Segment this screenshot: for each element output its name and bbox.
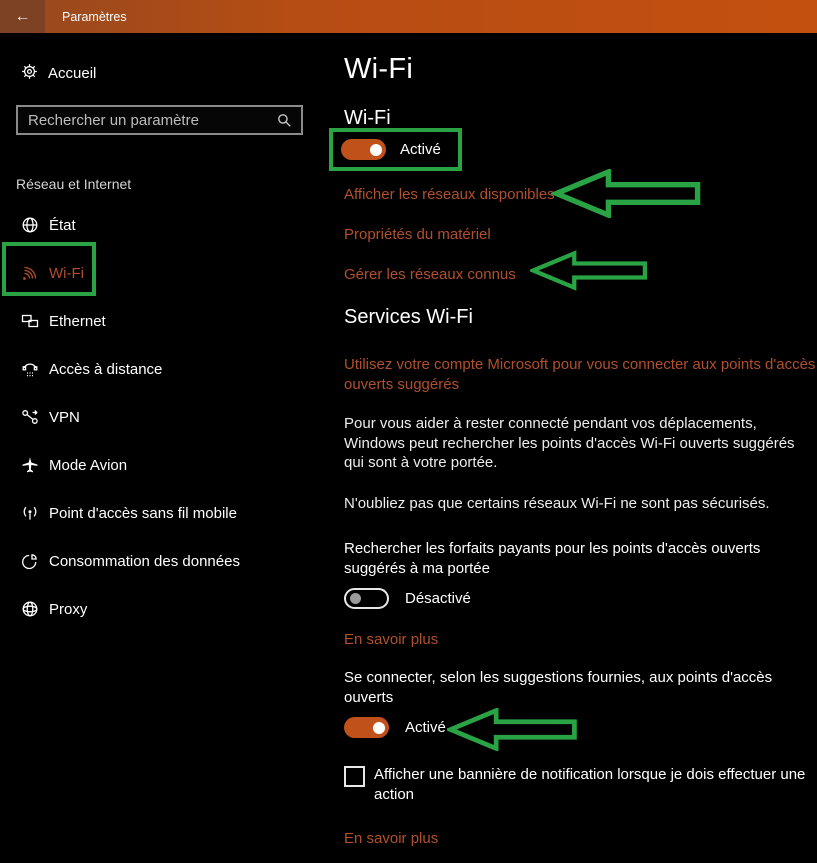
sidebar-item-data-usage[interactable] (0, 537, 330, 585)
sidebar-item-label: Mode Avion (49, 456, 128, 474)
link-microsoft-account[interactable]: Utilisez votre compte Microsoft pour vous connecter aux points d'accès ouverts suggérés (344, 356, 816, 393)
sidebar-item-label: Consommation des données (49, 552, 240, 570)
annotation-arrow-manage-networks (530, 247, 648, 294)
search-icon (277, 113, 292, 128)
toggle-knob (350, 593, 361, 604)
proxy-globe-icon (21, 600, 39, 618)
wifi-section-heading: Wi-Fi (344, 107, 391, 129)
connect-suggested-toggle-row (344, 717, 446, 738)
ethernet-icon (21, 312, 39, 330)
back-arrow-icon: ← (14, 7, 31, 25)
connect-suggested-toggle-state: Activé (405, 719, 446, 736)
sidebar-item-label: Wi-Fi (49, 264, 84, 282)
paragraph-open-hotspots: Pour vous aider à rester connecté pendant vos déplacements, Windows peut rechercher les points d'accès Wi-Fi ouverts suggérés qui sont à votre portée. (344, 415, 795, 471)
link-hardware-properties[interactable]: Propriétés du matériel (344, 226, 491, 243)
link-learn-more-1[interactable]: En savoir plus (344, 631, 439, 648)
paragraph-not-secure: N'oubliez pas que certains réseaux Wi-Fi ne sont pas sécurisés. (344, 495, 770, 512)
sidebar-item-label: Accès à distance (49, 360, 163, 378)
wifi-icon (21, 264, 39, 282)
titlebar (0, 0, 817, 33)
gear-icon (21, 63, 38, 84)
paid-plans-setting-label: Rechercher les forfaits payants pour les points d'accès ouverts suggérés à ma portée (344, 540, 761, 577)
link-manage-known-networks[interactable]: Gérer les réseaux connus (344, 266, 516, 283)
notification-checkbox-label: Afficher une bannière de notification lorsque je dois effectuer une action (374, 766, 806, 803)
toggle-knob (373, 722, 385, 734)
mobile-hotspot-icon (21, 504, 39, 522)
sidebar-item-etat[interactable] (0, 201, 330, 249)
connect-suggested-toggle[interactable] (344, 717, 389, 738)
services-section-heading: Services Wi-Fi (344, 306, 473, 328)
paid-plans-toggle-state: Désactivé (405, 590, 471, 607)
sidebar-item-wifi[interactable] (0, 249, 330, 297)
notification-checkbox[interactable] (344, 766, 365, 787)
data-usage-pie-icon (21, 552, 39, 570)
connect-suggested-setting-label: Se connecter, selon les suggestions fournies, aux points d'accès ouverts (344, 669, 773, 706)
wifi-toggle-state: Activé (400, 141, 441, 158)
paid-plans-toggle-row (344, 588, 471, 609)
sidebar-section-header: Réseau et Internet (16, 176, 132, 192)
sidebar-item-label: Accueil (48, 64, 97, 82)
toggle-knob (370, 144, 382, 156)
sidebar-item-label: Point d'accès sans fil mobile (49, 504, 237, 522)
page-title: Wi-Fi (344, 53, 414, 85)
link-show-available-networks[interactable]: Afficher les réseaux disponibles (344, 186, 555, 203)
sidebar-item-dialup[interactable] (0, 345, 330, 393)
sidebar-item-label: Ethernet (49, 312, 106, 330)
airplane-icon (21, 456, 39, 474)
globe-icon (21, 216, 39, 234)
search-box[interactable] (16, 105, 303, 135)
wifi-toggle[interactable] (341, 139, 386, 160)
back-button[interactable] (0, 0, 45, 33)
link-learn-more-2[interactable]: En savoir plus (344, 830, 439, 847)
sidebar-item-ethernet[interactable] (0, 297, 330, 345)
sidebar-nav (0, 201, 330, 633)
dialup-phone-icon (21, 360, 39, 378)
sidebar-item-home[interactable] (21, 61, 96, 85)
paid-plans-toggle[interactable] (344, 588, 389, 609)
annotation-arrow-show-networks (551, 169, 703, 218)
annotation-box-wifi-toggle (329, 128, 462, 171)
sidebar-item-airplane-mode[interactable] (0, 441, 330, 489)
sidebar-item-mobile-hotspot[interactable] (0, 489, 330, 537)
sidebar-item-label: État (49, 216, 76, 234)
sidebar-item-vpn[interactable] (0, 393, 330, 441)
search-input[interactable] (28, 112, 277, 129)
sidebar-item-label: Proxy (49, 600, 88, 618)
annotation-arrow-connect-toggle (447, 708, 578, 751)
sidebar-item-proxy[interactable] (0, 585, 330, 633)
window-title: Paramètres (62, 9, 127, 24)
sidebar-item-label: VPN (49, 408, 80, 426)
vpn-icon (21, 408, 39, 426)
